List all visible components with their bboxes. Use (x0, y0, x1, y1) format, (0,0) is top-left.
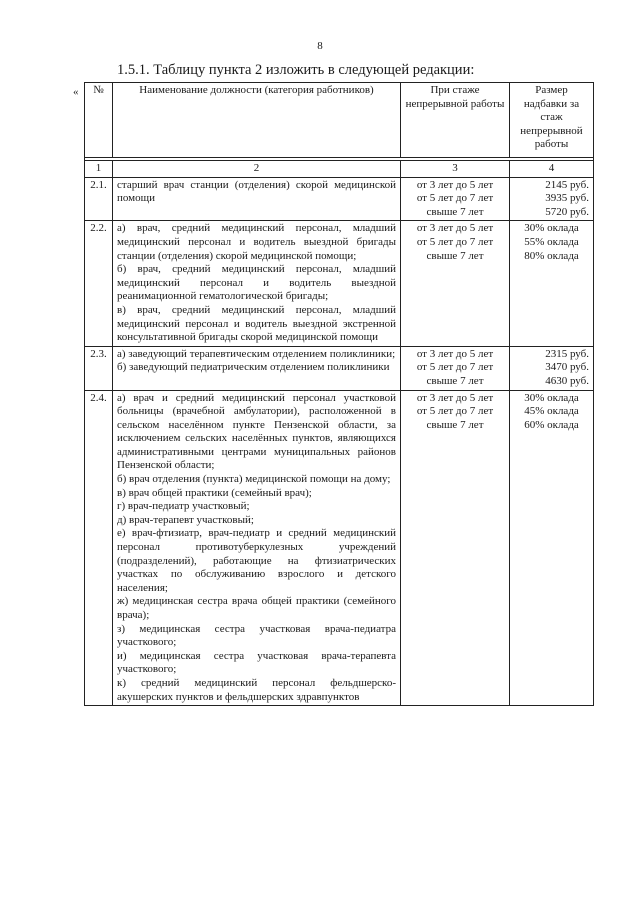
position-item: ж) медицинская сестра врача общей практики (семейного врача); (117, 595, 396, 621)
position-item: в) врач, средний медицинский персонал, младший медицинский персонал и водитель выездной экстренной консультативной бригады скорой медицинской помощи (117, 303, 396, 344)
header-bonus: Размер надбавки за стаж непрерывной работы (510, 83, 594, 158)
bonus-value: 3935 руб. (545, 192, 589, 205)
position-cell (113, 221, 401, 346)
bonus-value: 2315 руб. (545, 347, 589, 360)
bonus-cell (510, 221, 594, 346)
position-item: з) медицинская сестра участковая врача-педиатра участкового; (117, 622, 396, 649)
experience-range: от 3 лет до 5 лет (416, 222, 494, 235)
column-index-3: 3 (401, 161, 510, 178)
position-item: а) врач, средний медицинский персонал, младший медицинский персонал и водитель выездной бригады станции (отделения) скорой медицинской помощи; (117, 222, 396, 262)
column-index-1: 1 (85, 161, 113, 178)
table-row (85, 346, 594, 390)
position-item: и) медицинская сестра участковая врача-терапевта участкового; (117, 649, 396, 676)
experience-cell (401, 346, 510, 390)
row-number: 2.2. (85, 221, 113, 346)
experience-range: от 5 лет до 7 лет (416, 361, 494, 374)
row-number: 2.3. (85, 346, 113, 390)
position-item: б) врач, средний медицинский персонал, младший медицинский персонал и водитель выездной реанимационной гематологической бригады; (117, 263, 396, 303)
experience-range: свыше 7 лет (426, 249, 484, 262)
position-item: г) врач-педиатр участковый; (117, 500, 250, 513)
bonus-table (84, 82, 594, 706)
experience-range: от 5 лет до 7 лет (416, 192, 494, 205)
position-item: б) врач отделения (пункта) медицинской помощи на дому; (117, 473, 391, 486)
table-row (85, 177, 594, 221)
table-header-row (85, 83, 594, 158)
bonus-cell (510, 177, 594, 221)
position-cell (113, 390, 401, 706)
table-row (85, 390, 594, 706)
bonus-cell (510, 390, 594, 706)
experience-range: свыше 7 лет (426, 205, 484, 218)
position-item: б) заведующий педиатрическим отделением поликлиники (117, 361, 390, 374)
bonus-value: 2145 руб. (545, 178, 589, 191)
row-number: 2.4. (85, 390, 113, 706)
experience-cell (401, 390, 510, 706)
position-item: е) врач-фтизиатр, врач-педиатр и средний медицинский персонал противотуберкулезных учреждений (подразделений), работающие на фтизиатрических участках по обслуживанию взрослого и детского населения; (117, 527, 396, 594)
opening-quote-mark: « (73, 86, 79, 98)
position-item: д) врач-терапевт участковый; (117, 513, 254, 526)
bonus-value: 45% оклада (524, 405, 579, 418)
bonus-value: 80% оклада (524, 249, 579, 262)
experience-range: от 5 лет до 7 лет (416, 405, 494, 418)
position-item: в) врач общей практики (семейный врач); (117, 486, 312, 499)
experience-cell (401, 177, 510, 221)
position-item: старший врач станции (отделения) скорой медицинской помощи (117, 178, 396, 205)
experience-range: от 3 лет до 5 лет (416, 391, 494, 404)
header-num: № (85, 83, 113, 158)
column-index-row (85, 161, 594, 178)
position-item: к) средний медицинский персонал фельдшерско-акушерских пунктов и фельдшерских здравпунктов (117, 676, 396, 703)
bonus-value: 4630 руб. (545, 374, 589, 387)
position-item: а) заведующий терапевтическим отделением поликлиники; (117, 347, 396, 360)
experience-range: от 3 лет до 5 лет (416, 178, 494, 191)
experience-cell (401, 221, 510, 346)
bonus-value: 30% оклада (524, 222, 579, 235)
bonus-value: 30% оклада (524, 391, 579, 404)
column-index-2: 2 (113, 161, 401, 178)
position-cell (113, 346, 401, 390)
bonus-value: 60% оклада (524, 418, 579, 431)
experience-range: от 5 лет до 7 лет (416, 235, 494, 248)
experience-range: от 3 лет до 5 лет (416, 347, 494, 360)
section-heading: 1.5.1. Таблицу пункта 2 изложить в следующей редакции: (117, 62, 475, 78)
position-item: а) врач и средний медицинский персонал участковой больницы (врачебной амбулатории), расположенной в сельском населённом пункте Пензенской области, за исключением сельских населённых пунктов, являющихся административными центрами муниципальных районов Пензенской области; (117, 391, 396, 472)
table-row (85, 221, 594, 346)
bonus-value: 5720 руб. (545, 205, 589, 218)
experience-range: свыше 7 лет (426, 374, 484, 387)
header-experience: При стаже непрерывной работы (401, 83, 510, 158)
row-number: 2.1. (85, 177, 113, 221)
bonus-cell (510, 346, 594, 390)
bonus-value: 55% оклада (524, 235, 579, 248)
position-cell (113, 177, 401, 221)
column-index-4: 4 (510, 161, 594, 178)
page-number: 8 (317, 40, 323, 52)
experience-range: свыше 7 лет (426, 418, 484, 431)
bonus-value: 3470 руб. (545, 361, 589, 374)
header-position: Наименование должности (категория работников) (113, 83, 401, 158)
